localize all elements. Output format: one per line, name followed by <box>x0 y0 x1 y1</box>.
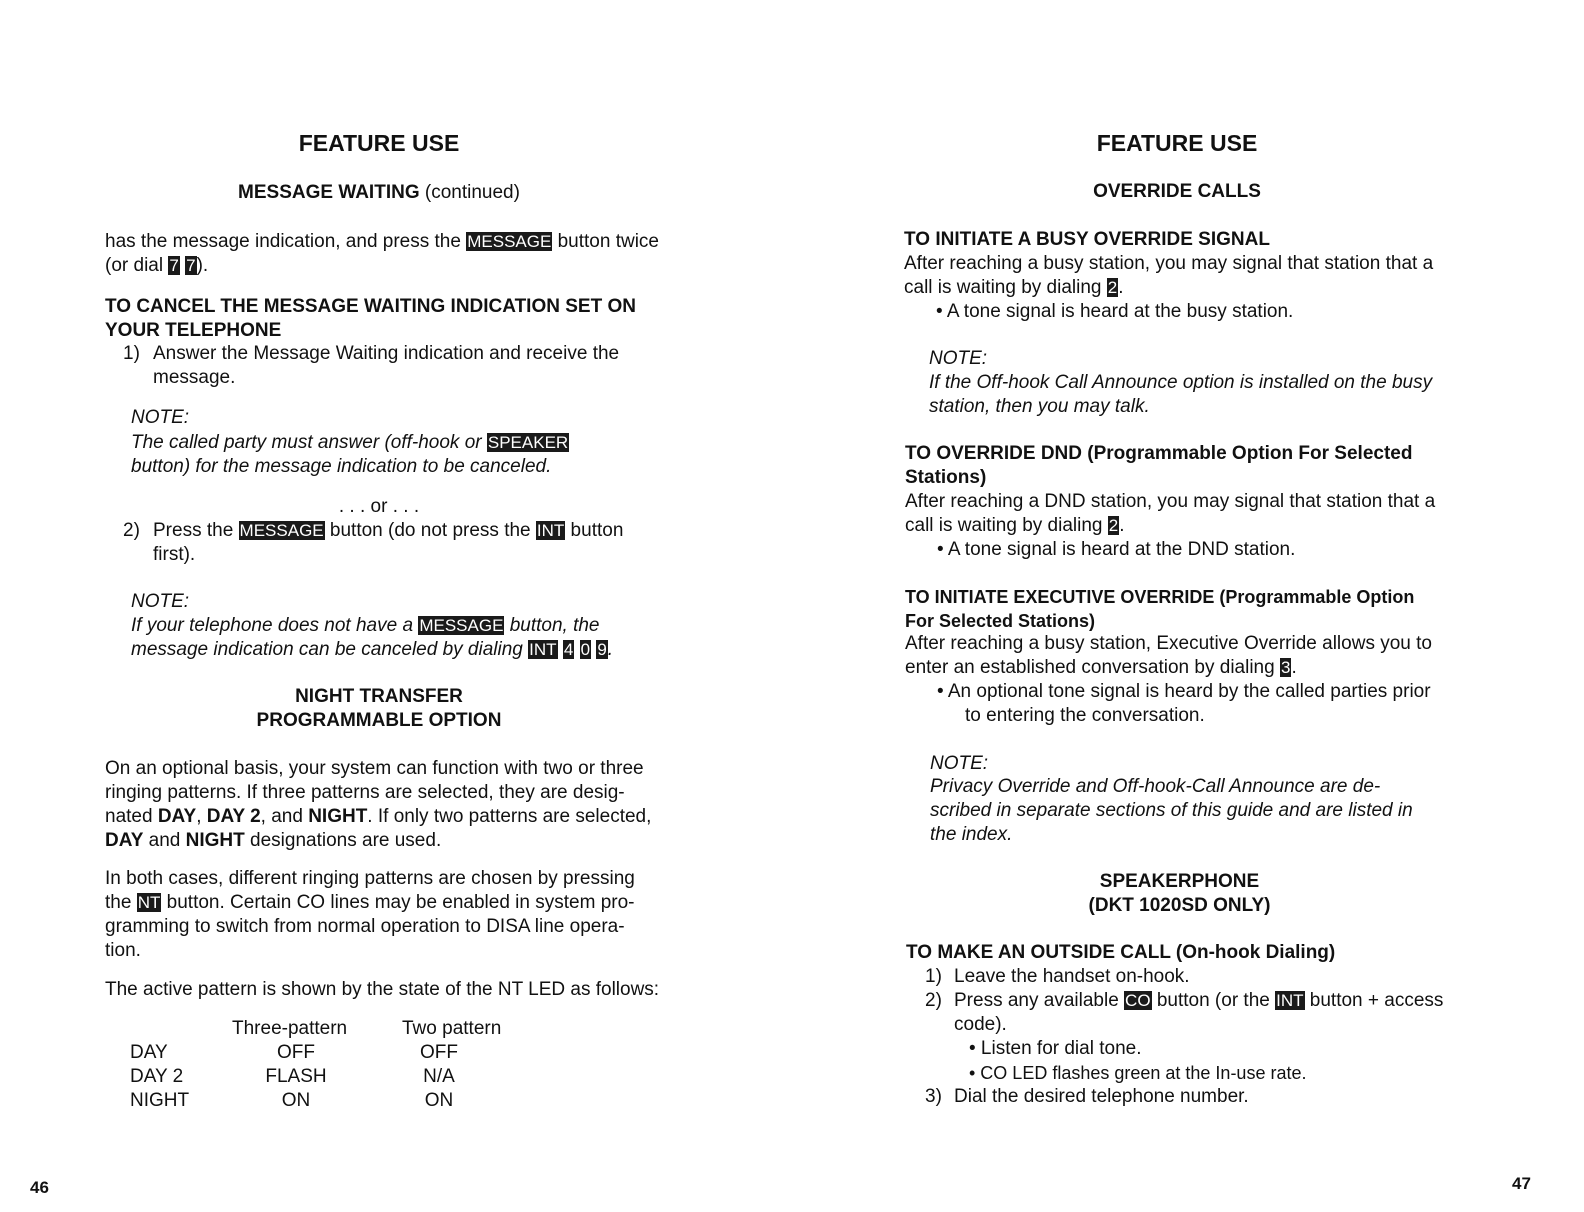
table-row-label: NIGHT <box>130 1090 190 1111</box>
page-header: FEATURE USE <box>298 130 460 156</box>
key-7: 7 <box>186 256 196 275</box>
pattern-paragraph: On an optional basis, your system can function with two or three ringing patterns. If three patterns are selected, they are desig- nated DAY, DAY 2, and NIGHT. If only two patterns are selected, DAY and NIGHT designations are used. <box>105 758 652 851</box>
step-number: 2) <box>123 520 140 541</box>
bullet-item: • An optional tone signal is heard by the called parties prior to entering the conversation. <box>937 681 1431 726</box>
message-key: MESSAGE <box>239 521 324 540</box>
table-cell: OFF <box>277 1042 315 1063</box>
busy-override-heading: TO INITIATE A BUSY OVERRIDE SIGNAL <box>904 229 1270 250</box>
table-cell: FLASH <box>265 1066 327 1087</box>
table-cell: ON <box>424 1090 454 1111</box>
message-key: MESSAGE <box>419 616 504 635</box>
note-2: Privacy Override and Off-hook-Call Announce are de- scribed in separate sections of this guide and are listed in the index. <box>930 776 1413 845</box>
step-3: Dial the desired telephone number. <box>954 1086 1249 1107</box>
page-number: 47 <box>1512 1174 1531 1193</box>
key-0: 0 <box>580 640 591 659</box>
nt-key: NT <box>137 893 161 912</box>
busy-override-text: After reaching a busy station, you may signal that station that a call is waiting by dialing 2. <box>904 253 1434 298</box>
executive-override-heading: TO INITIATE EXECUTIVE OVERRIDE (Programmable Option For Selected Stations) <box>905 587 1415 631</box>
section-subheader: OVERRIDE CALLS <box>1093 181 1261 202</box>
bullet-item: • Listen for dial tone. <box>969 1038 1142 1059</box>
night-transfer-heading: NIGHT TRANSFER PROGRAMMABLE OPTION <box>256 686 502 731</box>
page-number: 46 <box>30 1178 49 1197</box>
dnd-override-text: After reaching a DND station, you may signal that station that a call is waiting by dialing 2. <box>905 491 1436 536</box>
co-key: CO <box>1125 991 1151 1010</box>
message-key: MESSAGE <box>467 232 552 251</box>
step-1: Answer the Message Waiting indication and receive the message. <box>153 343 620 388</box>
int-key: INT <box>1276 991 1304 1010</box>
section-subheader: MESSAGE WAITING (continued) <box>238 182 520 203</box>
bullet-item: • CO LED flashes green at the In-use rate. <box>969 1063 1307 1083</box>
note-label: NOTE: <box>929 348 988 369</box>
step-number: 1) <box>925 966 942 987</box>
cancel-heading: TO CANCEL THE MESSAGE WAITING INDICATION SET ON YOUR TELEPHONE <box>105 296 636 341</box>
note-1: If the Off-hook Call Announce option is installed on the busy station, then you may talk. <box>929 372 1433 417</box>
table-header: Two pattern <box>402 1018 502 1039</box>
note-1: The called party must answer (off-hook or SPEAKER button) for the message indication to be canceled. <box>131 432 569 477</box>
table-row-label: DAY 2 <box>130 1066 184 1087</box>
int-key: INT <box>529 640 557 659</box>
table-cell: N/A <box>423 1066 455 1087</box>
intro-paragraph: has the message indication, and press the MESSAGE button twice (or dial 7 7). <box>105 231 659 276</box>
cases-paragraph: In both cases, different ringing patterns are chosen by pressing the NT button. Certain CO lines may be enabled in system pro- gramming to switch from normal operation to DISA line opera- tion. <box>105 868 635 961</box>
key-7: 7 <box>169 256 179 275</box>
step-number: 1) <box>123 343 140 364</box>
page-header: FEATURE USE <box>1096 130 1258 156</box>
bullet-item: • A tone signal is heard at the DND station. <box>937 539 1296 560</box>
step-2: Press any available CO button (or the INT button + access code). <box>954 990 1444 1035</box>
key-2: 2 <box>1108 516 1119 535</box>
key-2: 2 <box>1107 278 1118 297</box>
table-cell: OFF <box>420 1042 458 1063</box>
step-1: Leave the handset on-hook. <box>954 966 1190 987</box>
dnd-override-heading: TO OVERRIDE DND (Programmable Option For Selected Stations) <box>905 443 1413 488</box>
step-2: Press the MESSAGE button (do not press the INT button first). <box>153 520 624 565</box>
key-4: 4 <box>563 640 574 659</box>
executive-override-text: After reaching a busy station, Executive Override allows you to enter an established conversation by dialing 3. <box>905 633 1432 678</box>
led-paragraph: The active pattern is shown by the state of the NT LED as follows: <box>105 979 660 1000</box>
step-number: 3) <box>925 1086 942 1107</box>
int-key: INT <box>536 521 565 540</box>
table-cell: ON <box>281 1090 311 1111</box>
key-3: 3 <box>1280 658 1291 677</box>
speakerphone-heading: SPEAKERPHONE (DKT 1020SD ONLY) <box>1088 871 1271 916</box>
key-9: 9 <box>597 640 607 659</box>
speaker-key: SPEAKER <box>487 433 569 452</box>
note-label: NOTE: <box>930 753 989 774</box>
outside-call-heading: TO MAKE AN OUTSIDE CALL (On-hook Dialing) <box>906 942 1336 963</box>
or-separator: . . . or . . . <box>338 496 420 517</box>
bullet-item: • A tone signal is heard at the busy station. <box>936 301 1294 322</box>
step-number: 2) <box>925 990 942 1011</box>
table-header: Three-pattern <box>232 1018 348 1039</box>
note-2: If your telephone does not have a MESSAGE button, the message indication can be canceled by dialing INT 4 0 9. <box>131 615 614 660</box>
note-label: NOTE: <box>131 591 190 612</box>
note-label: NOTE: <box>131 407 190 428</box>
table-row-label: DAY <box>130 1042 168 1063</box>
